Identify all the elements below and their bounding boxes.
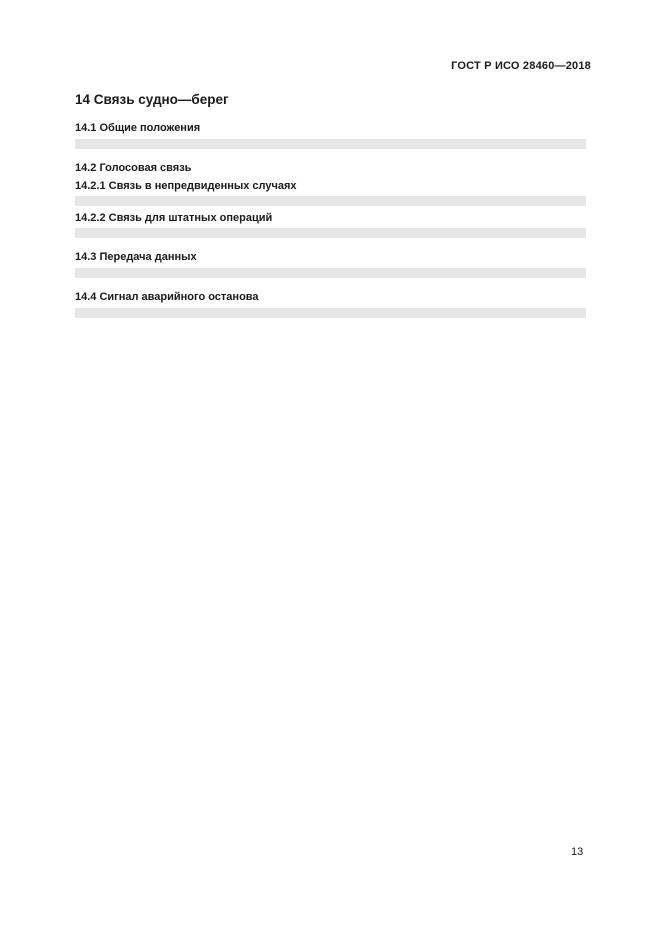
text-placeholder xyxy=(75,268,586,278)
text-placeholder xyxy=(75,308,586,318)
text-placeholder xyxy=(75,228,586,238)
subsection-14-2-2-title: 14.2.2 Связь для штатных операций xyxy=(75,212,273,224)
standard-header: ГОСТ Р ИСО 28460—2018 xyxy=(451,60,591,72)
subsection-14-3-title: 14.3 Передача данных xyxy=(75,251,197,263)
text-placeholder xyxy=(75,196,586,206)
subsection-14-4-title: 14.4 Сигнал аварийного останова xyxy=(75,291,259,303)
page-content xyxy=(75,92,586,318)
page-number: 13 xyxy=(571,846,584,858)
subsection-14-2-1-title: 14.2.1 Связь в непредвиденных случаях xyxy=(75,180,297,192)
text-placeholder xyxy=(75,139,586,149)
section-title: 14 Связь судно—берег xyxy=(75,92,229,107)
subsection-14-1-title: 14.1 Общие положения xyxy=(75,122,201,134)
subsection-14-2-title: 14.2 Голосовая связь xyxy=(75,162,192,174)
